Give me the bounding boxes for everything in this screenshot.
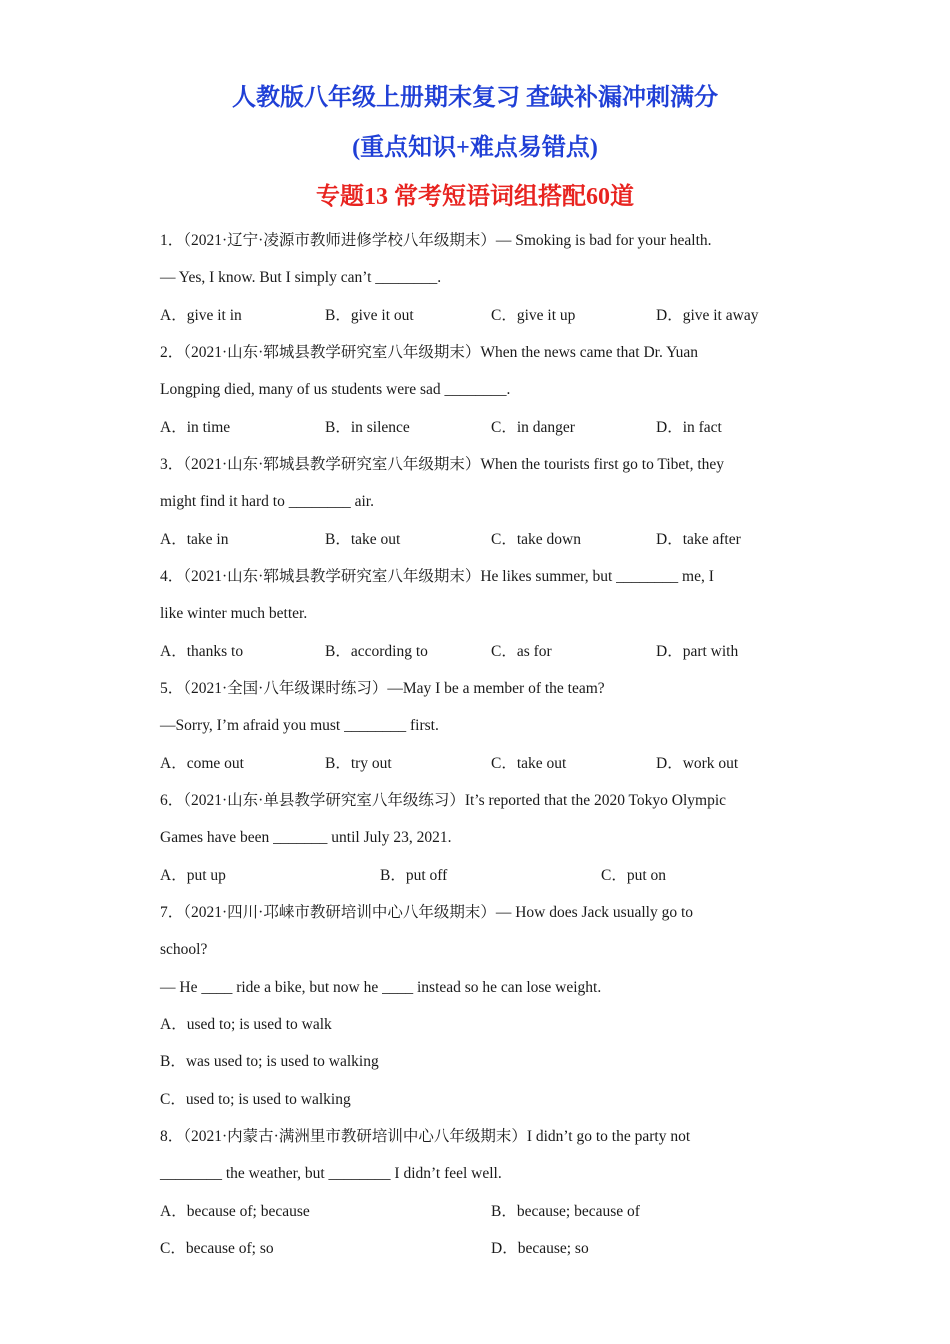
question-1-option-c: C．give it up — [491, 307, 576, 324]
question-2-option-c: C．in danger — [491, 419, 575, 436]
question-1-option-b: B．give it out — [325, 307, 414, 324]
question-6-option-c: C．put on — [601, 867, 667, 884]
question-8-option-a: A．because of; because — [160, 1203, 310, 1220]
question-7-stem-line2: school? — [160, 941, 208, 958]
question-5-stem: 5．（2021·全国·八年级课时练习）—May I be a member of the team? — [160, 680, 605, 697]
question-4-option-a: A．thanks to — [160, 643, 244, 660]
question-5-option-c: C．take out — [491, 755, 567, 772]
question-1-stem-line2: — Yes, I know. But I simply can’t ________. — [160, 269, 442, 286]
document-title: 人教版八年级上册期末复习 查缺补漏冲刺满分 — [232, 85, 718, 111]
question-6-option-b: B．put off — [380, 867, 448, 884]
question-7-option-b: B．was used to; is used to walking — [160, 1053, 379, 1070]
question-2-stem-line2: Longping died, many of us students were sad ________. — [160, 381, 511, 398]
question-8-option-b: B．because; because of — [491, 1203, 640, 1220]
question-7-stem: 7．（2021·四川·邛崃市教研培训中心八年级期末）— How does Jack usually go to — [160, 904, 693, 921]
question-4-option-d: D．part with — [656, 643, 739, 660]
question-3-option-d: D．take after — [656, 531, 741, 548]
question-1-stem: 1．（2021·辽宁·凌源市教师进修学校八年级期末）— Smoking is bad for your health. — [160, 232, 712, 249]
question-6-stem-line2: Games have been _______ until July 23, 2021. — [160, 829, 452, 846]
question-3-stem-line2: might find it hard to ________ air. — [160, 493, 374, 510]
question-2-option-a: A．in time — [160, 419, 231, 436]
question-4-stem-line2: like winter much better. — [160, 605, 308, 622]
question-5-option-a: A．come out — [160, 755, 244, 772]
topic-title: 专题13 常考短语词组搭配60道 — [316, 184, 634, 210]
question-2-stem: 2．（2021·山东·郓城县教学研究室八年级期末）When the news came that Dr. Yuan — [160, 344, 698, 361]
question-8-option-d: D．because; so — [491, 1240, 589, 1257]
question-3-stem: 3．（2021·山东·郓城县教学研究室八年级期末）When the tourists first go to Tibet, they — [160, 456, 725, 473]
question-3-option-a: A．take in — [160, 531, 229, 548]
question-6-stem: 6．（2021·山东·单县教学研究室八年级练习）It’s reported that the 2020 Tokyo Olympic — [160, 792, 727, 809]
question-5-option-b: B．try out — [325, 755, 392, 772]
question-6-option-a: A．put up — [160, 867, 226, 884]
question-8-stem: 8．（2021·内蒙古·满洲里市教研培训中心八年级期末）I didn’t go to the party not — [160, 1128, 691, 1145]
question-4-option-b: B．according to — [325, 643, 428, 660]
question-8-stem-line2: ________ the weather, but ________ I didn’t feel well. — [160, 1165, 502, 1182]
question-2-option-d: D．in fact — [656, 419, 722, 436]
question-1-option-a: A．give it in — [160, 307, 242, 324]
question-4-option-c: C．as for — [491, 643, 552, 660]
question-7-stem-line3: — He ____ ride a bike, but now he ____ instead so he can lose weight. — [160, 979, 602, 996]
document-subtitle: (重点知识+难点易错点) — [352, 135, 598, 161]
question-2-option-b: B．in silence — [325, 419, 410, 436]
question-3-option-b: B．take out — [325, 531, 401, 548]
question-7-option-a: A．used to; is used to walk — [160, 1016, 332, 1033]
question-5-stem-line2: —Sorry, I’m afraid you must ________ first. — [160, 717, 439, 734]
question-3-option-c: C．take down — [491, 531, 581, 548]
question-8-option-c: C．because of; so — [160, 1240, 274, 1257]
question-1-option-d: D．give it away — [656, 307, 759, 324]
question-5-option-d: D．work out — [656, 755, 739, 772]
question-4-stem: 4．（2021·山东·郓城县教学研究室八年级期末）He likes summer, but ________ me, I — [160, 568, 714, 585]
question-7-option-c: C．used to; is used to walking — [160, 1091, 351, 1108]
